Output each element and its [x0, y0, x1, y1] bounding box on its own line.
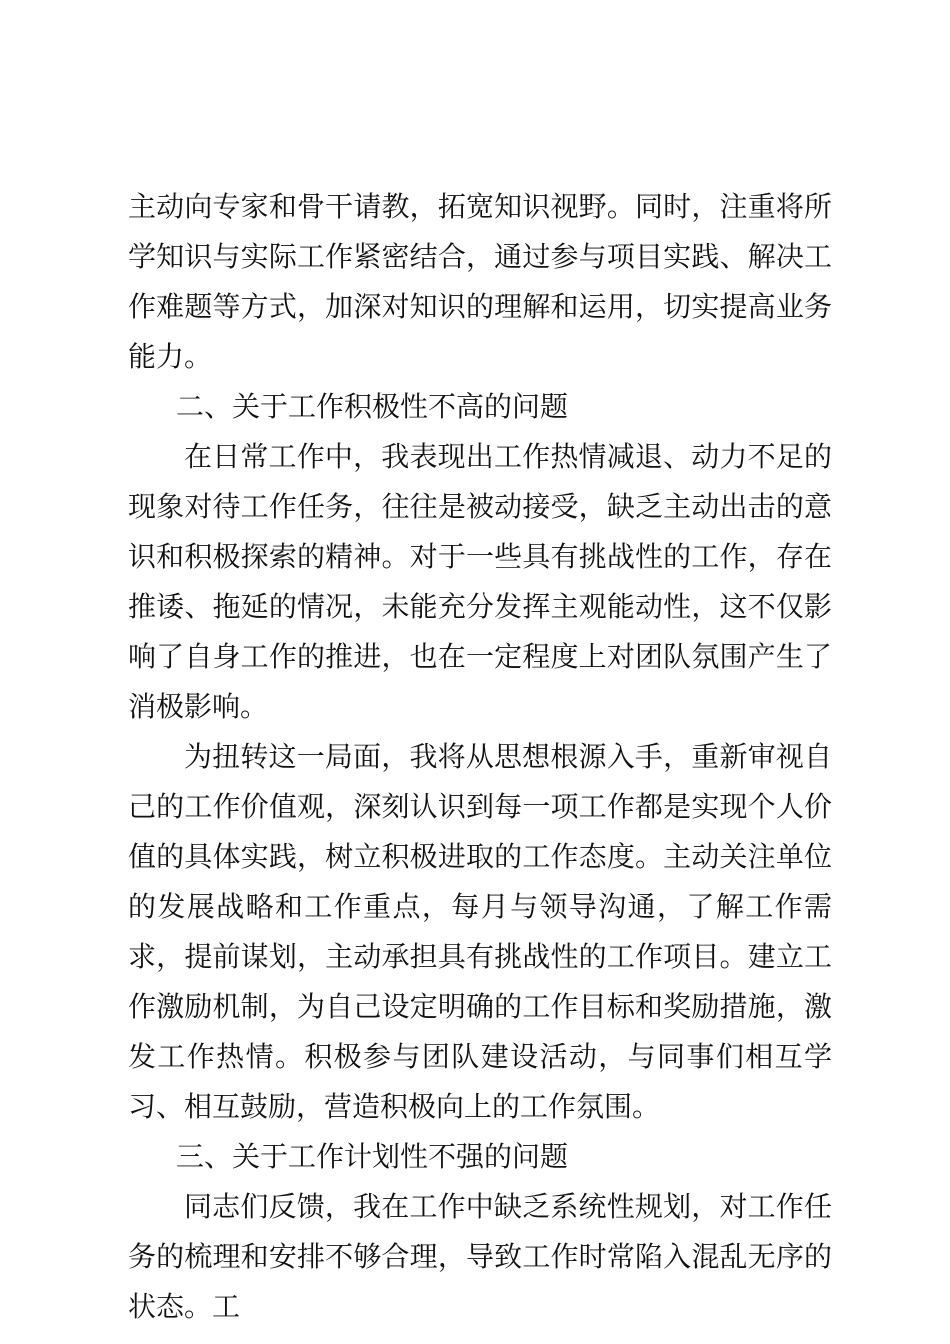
- section-heading-2: 二、关于工作积极性不高的问题: [176, 390, 569, 423]
- paragraph-continuation: 主动向专家和骨干请教，拓宽知识视野。同时，注重将所学知识与实际工作紧密结合，通过参与项目实践、解决工作难题等方式，加深对知识的理解和运用，切实提高业务能力。: [128, 190, 832, 373]
- paragraph-improvement-plan: 为扭转这一局面，我将从思想根源入手，重新审视自己的工作价值观，深刻认识到每一项工作都是实现个人价值的具体实践，树立积极进取的工作态度。主动关注单位的发展战略和工作重点，每月与领导沟通，了解工作需求，提前谋划，主动承担具有挑战性的工作项目。建立工作激励机制，为自己设定明确的工作目标和奖励措施，激发工作热情。积极参与团队建设活动，与同事们相互学习、相互鼓励，营造积极向上的工作氛围。: [128, 740, 832, 1123]
- section-heading-3: 三、关于工作计划性不强的问题: [176, 1140, 569, 1173]
- paragraph-work-enthusiasm: 在日常工作中，我表现出工作热情减退、动力不足的现象对待工作任务，往往是被动接受，缺乏主动出击的意识和积极探索的精神。对于一些具有挑战性的工作，存在推诿、拖延的情况，未能充分发挥主观能动性，这不仅影响了自身工作的推进，也在一定程度上对团队氛围产生了消极影响。: [128, 440, 832, 723]
- paragraph-planning-issue: 同志们反馈，我在工作中缺乏系统性规划，对工作任务的梳理和安排不够合理，导致工作时常陷入混乱无序的状态。工: [128, 1190, 832, 1323]
- document-body: [128, 182, 832, 1332]
